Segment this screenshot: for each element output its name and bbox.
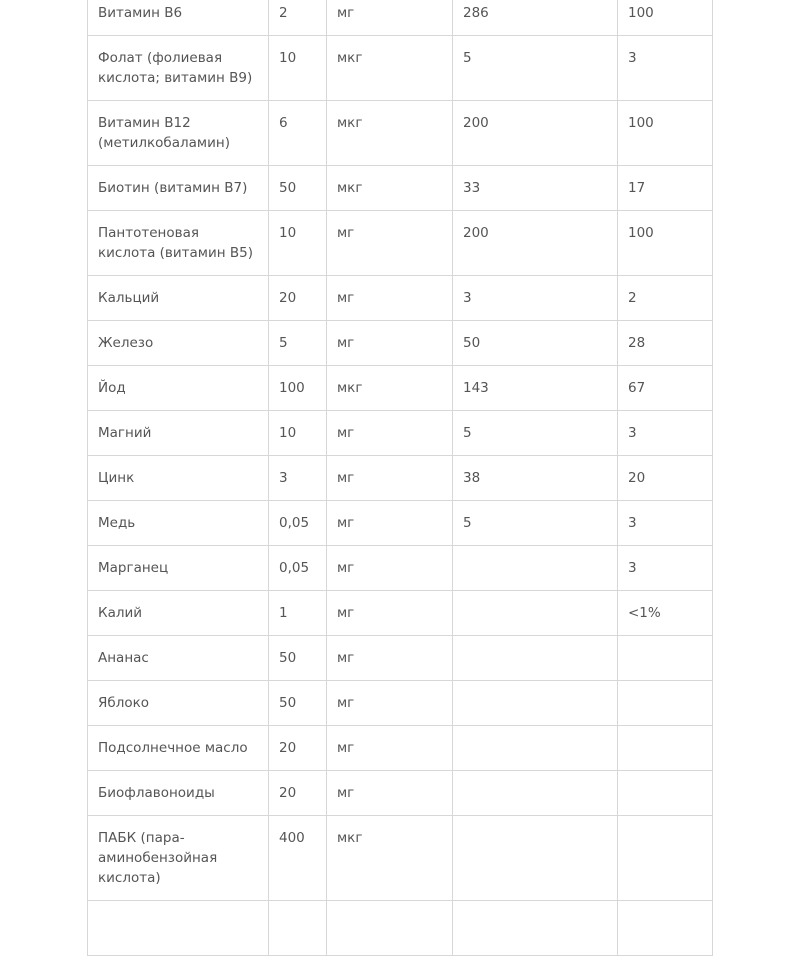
- cell-unit: мг: [327, 546, 453, 591]
- cell-name: Витамин В6: [88, 0, 269, 36]
- cell-daily: [618, 771, 713, 816]
- cell-percent: 143: [453, 366, 618, 411]
- cell-daily: 100: [618, 101, 713, 166]
- cell-amount: 20: [269, 726, 327, 771]
- cell-unit: мг: [327, 456, 453, 501]
- cell-percent: [453, 681, 618, 726]
- table-row: [88, 546, 713, 591]
- cell-name: Железо: [88, 321, 269, 366]
- cell-unit: мг: [327, 211, 453, 276]
- table-row: [88, 211, 713, 276]
- table-row: [88, 36, 713, 101]
- table-row: [88, 321, 713, 366]
- cell-daily: 100: [618, 211, 713, 276]
- cell-daily: 20: [618, 456, 713, 501]
- cell-amount: 10: [269, 36, 327, 101]
- table-row: [88, 771, 713, 816]
- cell-unit: мг: [327, 771, 453, 816]
- cell-unit: мг: [327, 681, 453, 726]
- cell-amount: 2: [269, 0, 327, 36]
- cell-unit: мкг: [327, 101, 453, 166]
- cell-amount: 20: [269, 771, 327, 816]
- cell-unit: мкг: [327, 166, 453, 211]
- nutrition-table: [87, 0, 713, 956]
- cell-name: Кальций: [88, 276, 269, 321]
- cell-percent: 200: [453, 101, 618, 166]
- cell-amount: 0,05: [269, 501, 327, 546]
- cell-name: Калий: [88, 591, 269, 636]
- cell-name: Медь: [88, 501, 269, 546]
- cell-percent: 38: [453, 456, 618, 501]
- table-row: [88, 681, 713, 726]
- cell-amount: 50: [269, 681, 327, 726]
- cell-percent: [453, 591, 618, 636]
- nutrition-table-body: [88, 0, 713, 956]
- table-row: [88, 366, 713, 411]
- cell-unit: мг: [327, 321, 453, 366]
- cell-daily: 28: [618, 321, 713, 366]
- cell-empty: [327, 901, 453, 956]
- cell-daily: 3: [618, 501, 713, 546]
- cell-amount: 5: [269, 321, 327, 366]
- table-row: [88, 636, 713, 681]
- cell-daily: 67: [618, 366, 713, 411]
- cell-unit: мг: [327, 411, 453, 456]
- cell-unit: мкг: [327, 366, 453, 411]
- cell-amount: 3: [269, 456, 327, 501]
- cell-name: Биотин (витамин В7): [88, 166, 269, 211]
- table-row: [88, 166, 713, 211]
- table-row: [88, 101, 713, 166]
- cell-percent: 3: [453, 276, 618, 321]
- cell-unit: мг: [327, 501, 453, 546]
- cell-percent: 200: [453, 211, 618, 276]
- table-row: [88, 726, 713, 771]
- cell-name: Фолат (фолиевая кислота; витамин В9): [88, 36, 269, 101]
- cell-unit: мкг: [327, 816, 453, 901]
- cell-daily: 17: [618, 166, 713, 211]
- cell-name: Марганец: [88, 546, 269, 591]
- cell-name: Йод: [88, 366, 269, 411]
- cell-percent: 286: [453, 0, 618, 36]
- table-row: [88, 276, 713, 321]
- cell-percent: [453, 546, 618, 591]
- cell-unit: мг: [327, 726, 453, 771]
- table-row: [88, 411, 713, 456]
- cell-percent: 50: [453, 321, 618, 366]
- cell-amount: 50: [269, 636, 327, 681]
- cell-daily: [618, 726, 713, 771]
- table-row: [88, 591, 713, 636]
- cell-daily: 3: [618, 546, 713, 591]
- cell-percent: [453, 816, 618, 901]
- cell-daily: 2: [618, 276, 713, 321]
- cell-amount: 10: [269, 211, 327, 276]
- cell-daily: [618, 636, 713, 681]
- cell-unit: мг: [327, 276, 453, 321]
- cell-empty: [618, 901, 713, 956]
- cell-name: ПАБК (пара-аминобензойная кислота): [88, 816, 269, 901]
- table-row: [88, 0, 713, 36]
- cell-percent: [453, 636, 618, 681]
- cell-amount: 10: [269, 411, 327, 456]
- cell-percent: [453, 726, 618, 771]
- cell-amount: 400: [269, 816, 327, 901]
- cell-unit: мг: [327, 591, 453, 636]
- cell-unit: мг: [327, 636, 453, 681]
- cell-name: Пантотеновая кислота (витамин В5): [88, 211, 269, 276]
- table-row: [88, 816, 713, 901]
- cell-unit: мкг: [327, 36, 453, 101]
- cell-name: Витамин В12 (метилкобаламин): [88, 101, 269, 166]
- cell-name: Яблоко: [88, 681, 269, 726]
- cell-daily: [618, 681, 713, 726]
- cell-empty: [453, 901, 618, 956]
- cell-amount: 50: [269, 166, 327, 211]
- cell-name: Биофлавоноиды: [88, 771, 269, 816]
- cell-daily: 100: [618, 0, 713, 36]
- cell-percent: 5: [453, 501, 618, 546]
- cell-empty: [88, 901, 269, 956]
- table-row-partial: [88, 901, 713, 956]
- cell-percent: 5: [453, 36, 618, 101]
- cell-name: Магний: [88, 411, 269, 456]
- cell-amount: 0,05: [269, 546, 327, 591]
- cell-amount: 6: [269, 101, 327, 166]
- cell-daily: 3: [618, 36, 713, 101]
- cell-amount: 1: [269, 591, 327, 636]
- cell-percent: 33: [453, 166, 618, 211]
- cell-amount: 20: [269, 276, 327, 321]
- cell-daily: 3: [618, 411, 713, 456]
- cell-name: Цинк: [88, 456, 269, 501]
- cell-unit: мг: [327, 0, 453, 36]
- cell-amount: 100: [269, 366, 327, 411]
- cell-empty: [269, 901, 327, 956]
- cell-name: Ананас: [88, 636, 269, 681]
- table-row: [88, 456, 713, 501]
- cell-daily: <1%: [618, 591, 713, 636]
- cell-percent: 5: [453, 411, 618, 456]
- cell-percent: [453, 771, 618, 816]
- table-row: [88, 501, 713, 546]
- cell-name: Подсолнечное масло: [88, 726, 269, 771]
- cell-daily: [618, 816, 713, 901]
